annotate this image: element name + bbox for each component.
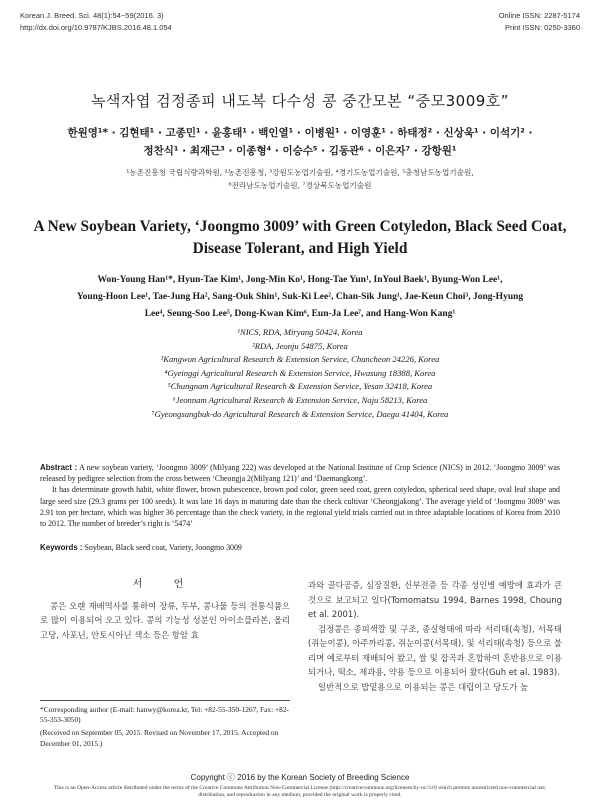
journal-header: [20, 10, 580, 40]
body-paragraph: 검정콩은 종피색깔 및 구조, 종실형태에 따라 서리태(속청), 서목태(쥐눈이콩), 아주까리콩, 쥐눈이콩(서목태), 및 서리태(속청) 등으로 불리며 예로부터 재배되어 왔고, 쌀 및 잡곡과 혼합하여 혼반용으로 이용되거나, 떡소, 제과용, 약용 등으로 이용되어 왔다(Guh et al. 1983).: [308, 623, 562, 677]
english-title: A New Soybean Variety, ‘Joongmo 3009’ with Green Cotyledon, Black Seed Coat, Disease Tolerant, and High Yield: [33, 218, 567, 257]
abstract-text: A new soybean variety, ‘Joongmo 3009’ (Milyang 222) was developed at the National Institute of Crop Science (NICS) in 2012. ‘Joongmo 3009’ was released by pedigree selection from the cross between ‘Cheongja 2(Milyang 121)’ and ‘Daemangkong’.: [40, 463, 560, 484]
body-paragraph: 과와 골다공증, 심장질환, 신부전증 등 각종 성인병 예방에 효과가 큰 것으로 보고되고 있다(Tomomatsu 1994, Barnes 1998, Choung et al. 2001).: [308, 580, 562, 619]
korean-authors-line: 한원영¹* · 김현태¹ · 고종민¹ · 윤홍태¹ · 백인열¹ · 이병원¹ · 이영훈¹ · 하태정² · 신상욱¹ · 이석기² ·: [67, 127, 533, 139]
korean-affiliation-line: ⁶전라남도농업기술원, ⁷경상북도농업기술원: [228, 181, 372, 190]
journal-citation: Korean J. Breed. Sci. 48(1):54~59(2016. 3): [20, 11, 164, 20]
english-authors-line: Young-Hoon Lee¹, Tae-Jung Ha², Sang-Ouk Shin¹, Suk-Ki Lee², Chan-Sik Jung¹, Jae-Keun Choi³, Jong-Hyung: [76, 292, 524, 302]
affiliation: ²RDA, Jeonju 54875, Korea: [252, 340, 348, 351]
body-paragraph: 콩은 오랜 재배역사를 통하여 장류, 두부, 콩나물 등의 전통식품으로 많이 이용되어 오고 있다. 콩의 기능성 성분인 아이소플라본, 올리고당, 사포닌, 안토시아닌 색소 등은 항암 효: [40, 600, 290, 640]
english-authors-line: Won-Young Han¹*, Hyun-Tae Kim¹, Jong-Min Ko¹, Hong-Tae Yun¹, InYoul Baek¹, Byung-Won Lee¹,: [97, 275, 503, 285]
received-dates: (Received on September 05, 2015. Revised on November 17, 2015. Accepted on December 01, 2015.): [40, 728, 279, 748]
section-heading: 서 언: [132, 579, 198, 590]
body-column-left: [40, 578, 290, 642]
keywords-text: Soybean, Black seed coat, Variety, Joongmo 3009: [84, 543, 242, 552]
affiliation: ⁴Gyeinggi Agricultural Research & Extension Service, Hwasung 18388, Korea: [164, 367, 436, 378]
english-authors-line: Lee⁴, Seung-Soo Lee⁵, Dong-Kwan Kim⁶, Eun-Ja Lee⁷, and Hang-Won Kang¹: [144, 309, 456, 319]
body-paragraph: 일반적으로 밥밑용으로 이용되는 콩은 대립이고 당도가 높: [318, 681, 529, 692]
keywords-label: Keywords :: [40, 543, 83, 552]
affiliation: ⁷Gyeongsangbuk-do Agricultural Research & Extension Service, Daegu 41404, Korea: [151, 408, 449, 419]
online-issn: Online ISSN: 2287-5174: [498, 11, 580, 20]
affiliation: ⁵Chungnam Agricultural Research & Extension Service, Yesan 32418, Korea: [167, 381, 433, 392]
korean-authors: [40, 124, 560, 160]
korean-authors-line: 정찬식¹ · 최재근³ · 이종형⁴ · 이승수⁵ · 김동관⁶ · 이은자⁷ · 강항원¹: [143, 145, 457, 157]
korean-affiliation-line: ¹농촌진흥청 국립식량과학원, ²농촌진흥청, ³강원도농업기술원, ⁴경기도농업기술원, ⁵충청남도농업기술원,: [126, 168, 474, 177]
english-authors: [30, 272, 570, 323]
footnotes: [40, 700, 290, 752]
affiliation: ¹NICS, RDA, Miryang 50424, Korea: [237, 327, 363, 337]
abstract-text: It has determinate growth habit, white flower, brown pubescence, brown pod color, green seed coat, green cotyledon, spherical seed shape, oval leaf shape and large seed size (29.3 grams per 100 seeds). It was late 16 days in maturing date than the check cultivar ‘Cheongjakong’. The average yield of ‘Joongmo 3009’ was 2.91 ton per hectare, which was higher 36 percentage than the check variety, in the regional yield trials carried out in three adaptable locations of Korea from 2010 to 2012. The number of breeder’s right is ‘5474’: [40, 485, 560, 529]
print-issn: Print ISSN: 0250-3360: [504, 23, 580, 32]
keywords: [40, 543, 560, 552]
abstract: [40, 462, 560, 529]
korean-title: 녹색자엽 검정종피 내도복 다수성 콩 중간모본 “중모3009호”: [90, 92, 510, 110]
doi-link[interactable]: http://dx.doi.org/10.9787/KJBS.2016.48.1.054: [20, 23, 172, 32]
affiliation: ³Kangwon Agricultural Research & Extension Service, Chuncheon 24226, Korea: [160, 354, 440, 365]
abstract-label: Abstract :: [40, 463, 78, 472]
license-text: This is an Open-Access article distributed under the terms of the Creative Commons Attribution Non-Commercial License (http://creativecommons.org/licenses/by-nc/3.0) which permits unrestricted non-commercial use, distribution, and reproduction in any medium, provided the original work is properly cited.: [53, 785, 547, 798]
english-affiliations: [30, 326, 570, 421]
affiliation: ⁶Jeonnam Agricultural Research & Extension Service, Naju 58213, Korea: [172, 394, 428, 405]
corresponding-author: *Corresponding author (E-mail: hanwy@korea.kr, Tel: +82-55-350-1267, Fax: +82-55-353-3050): [40, 705, 289, 725]
korean-affiliations: [30, 166, 570, 192]
copyright: Copyright ⓒ 2016 by the Korean Society of Breeding Science: [190, 773, 410, 782]
body-column-right: [308, 578, 562, 694]
